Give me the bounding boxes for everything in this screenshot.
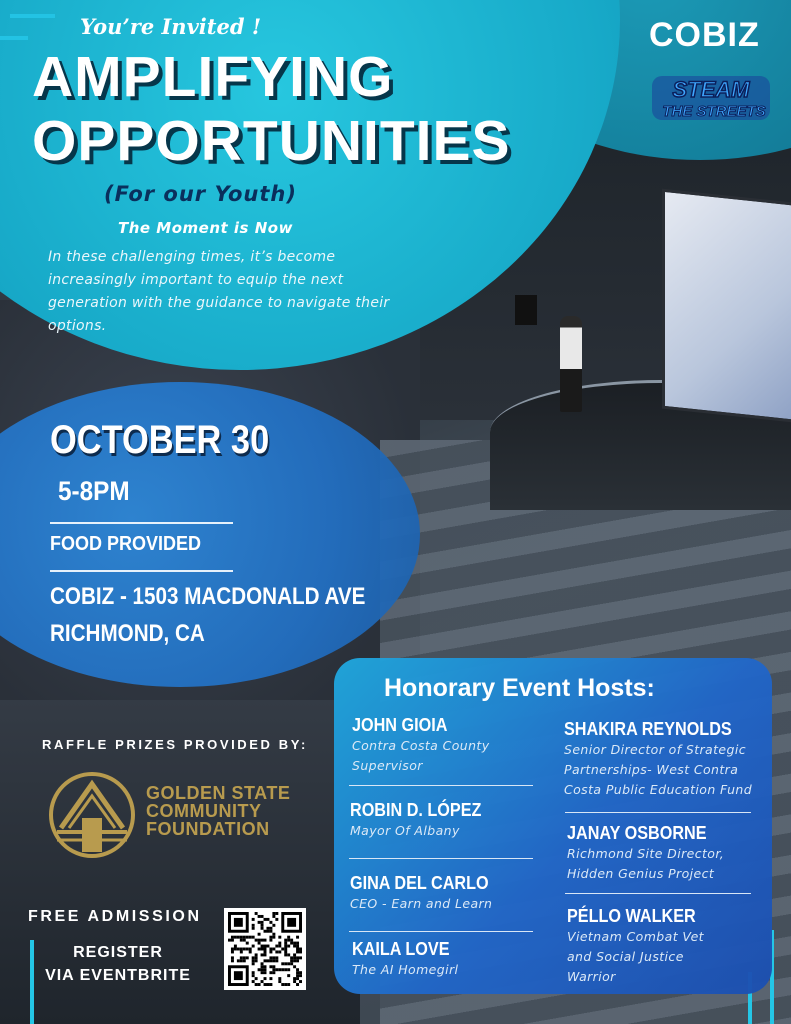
qr-code-pattern: [228, 912, 302, 986]
host-name: JOHN GIOIA: [352, 715, 448, 735]
moment-tagline: The Moment is Now: [118, 219, 293, 237]
raffle-label: RAFFLE PRIZES PROVIDED BY:: [42, 737, 308, 752]
event-address-line2: RICHMOND, CA: [50, 620, 205, 647]
host-role: Senior Director of Strategic: [564, 742, 746, 757]
host-name: SHAKIRA REYNOLDS: [564, 719, 732, 739]
headline-line1: AMPLIFYING: [32, 45, 394, 109]
host-entry: [567, 823, 724, 884]
host-name: JANAY OSBORNE: [567, 823, 707, 843]
headline-line2: OPPORTUNITIES: [32, 109, 511, 173]
host-entry: [352, 939, 460, 980]
steam-logo-line2: THE STREETS: [662, 103, 766, 120]
hosts-title: Honorary Event Hosts:: [384, 674, 655, 702]
steam-logo-line1: STEAM: [672, 77, 750, 102]
host-role: CEO - Earn and Learn: [350, 896, 493, 911]
host-name: GINA DEL CARLO: [350, 873, 489, 893]
host-entry: [352, 715, 490, 776]
sponsor-line2: COMMUNITY: [146, 801, 262, 821]
free-admission: FREE ADMISSION: [28, 908, 202, 925]
golden-state-foundation-name: [146, 784, 290, 838]
host-entry: [567, 906, 710, 987]
speaker-cabinet: [515, 295, 537, 325]
steam-the-streets-logo: [648, 70, 774, 124]
divider: [349, 785, 533, 786]
host-name: ROBIN D. LÓPEZ: [350, 800, 482, 820]
decor-line: [0, 36, 28, 40]
divider: [565, 812, 751, 813]
intro-paragraph: In these challenging times, it’s become increasingly important to equip the next generation with the guidance to navigate their options.: [48, 249, 390, 334]
host-entry: [350, 873, 504, 914]
host-role: Costa Public Education Fund: [564, 782, 753, 797]
invite-tagline: You’re Invited !: [80, 14, 262, 39]
sponsor-line3: FOUNDATION: [146, 819, 270, 839]
divider: [565, 893, 751, 894]
qr-code[interactable]: [224, 908, 306, 990]
host-role: Warrior: [567, 969, 616, 984]
register-line2: VIA EVENTBRITE: [45, 967, 191, 984]
presenter-figure: [560, 316, 582, 412]
host-role: Richmond Site Director,: [567, 846, 725, 861]
decor-bar: [30, 940, 34, 1024]
event-date: OCTOBER 30: [50, 418, 270, 462]
divider: [349, 931, 533, 932]
register-line1: REGISTER: [73, 944, 163, 961]
host-role: and Social Justice: [567, 949, 684, 964]
subheading: (For our Youth): [104, 182, 297, 206]
host-role: Hidden Genius Project: [567, 866, 715, 881]
event-time: 5-8PM: [58, 476, 130, 506]
host-role: Vietnam Combat Vet: [567, 929, 704, 944]
host-role: Mayor Of Albany: [350, 823, 460, 838]
host-name: KAILA LOVE: [352, 939, 450, 959]
divider: [349, 858, 533, 859]
host-entry: [564, 719, 752, 800]
host-role: Contra Costa County: [352, 738, 490, 753]
golden-state-foundation-emblem: [47, 770, 137, 860]
register-note: [38, 941, 198, 987]
sponsor-line1: GOLDEN STATE: [146, 783, 291, 803]
host-role: Partnerships- West Contra: [564, 762, 739, 777]
divider: [50, 522, 233, 524]
host-entry: [350, 800, 496, 841]
host-name: PÉLLO WALKER: [567, 906, 696, 926]
host-role: The AI Homegirl: [352, 962, 459, 977]
food-note: FOOD PROVIDED: [50, 533, 202, 555]
host-role: Supervisor: [352, 758, 423, 773]
divider: [50, 570, 233, 572]
projection-screen: [662, 189, 791, 424]
cobiz-logo: COBIZ: [649, 16, 760, 54]
event-address-line1: COBIZ - 1503 MACDONALD AVE: [50, 583, 366, 610]
decor-line: [10, 14, 55, 18]
